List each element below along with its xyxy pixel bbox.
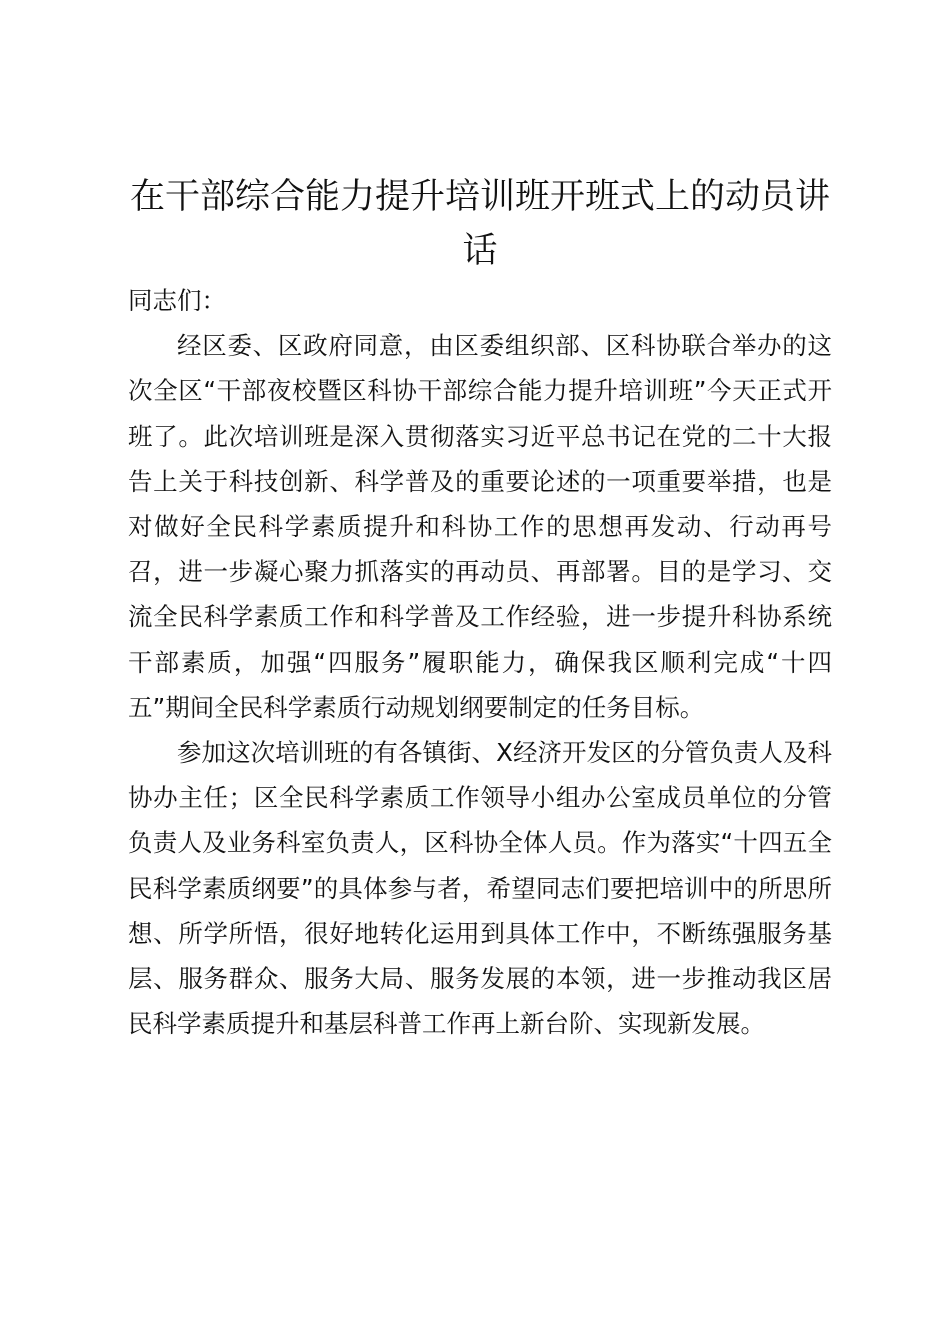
paragraph-1: 经区委、区政府同意，由区委组织部、区科协联合举办的这次全区“干部夜校暨区科协干部综合能力提升培训班”今天正式开班了。此次培训班是深入贯彻落实习近平总书记在党的二十大报告上关于科技创新、科学普及的重要论述的一项重要举措，也是对做好全民科学素质提升和科协工作的思想再发动、行动再号召，进一步凝心聚力抓落实的再动员、再部署。目的是学习、交流全民科学素质工作和科学普及工作经验，进一步提升科协系统干部素质，加强“四服务”履职能力，确保我区顺利完成“十四五”期间全民科学素质行动规划纲要制定的任务目标。 bbox=[128, 331, 832, 722]
salutation: 同志们： bbox=[128, 286, 226, 315]
document-body bbox=[128, 278, 832, 1046]
paragraph-2: 参加这次培训班的有各镇街、X经济开发区的分管负责人及科协办主任；区全民科学素质工作领导小组办公室成员单位的分管负责人及业务科室负责人，区科协全体人员。作为落实“十四五全民科学素质纲要”的具体参与者，希望同志们要把培训中的所思所想、所学所悟，很好地转化运用到具体工作中，不断练强服务基层、服务群众、服务大局、服务发展的本领，进一步推动我区居民科学素质提升和基层科普工作再上新台阶、实现新发展。 bbox=[128, 738, 832, 1039]
document-title: 在干部综合能力提升培训班开班式上的动员讲话 bbox=[129, 177, 830, 271]
